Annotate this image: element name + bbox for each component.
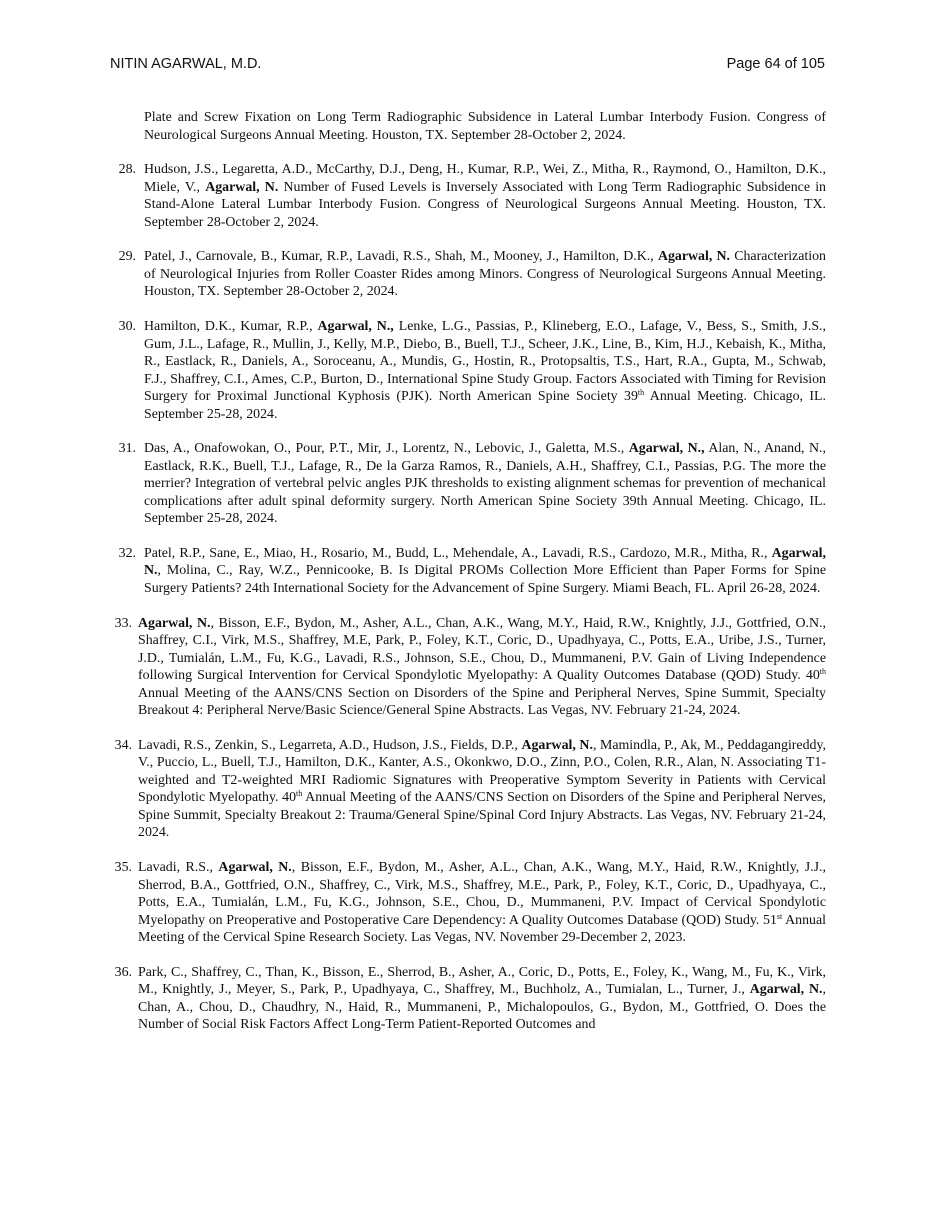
page-header bbox=[110, 56, 825, 78]
reference-number: 34. bbox=[114, 737, 132, 753]
reference-number: 28. bbox=[118, 162, 136, 178]
reference-number: 32. bbox=[118, 545, 136, 561]
reference-number: 36. bbox=[114, 964, 132, 980]
reference-item bbox=[110, 545, 826, 598]
reference-item bbox=[110, 859, 826, 947]
reference-number: 31. bbox=[118, 441, 136, 457]
author-highlight: Agarwal, N. bbox=[521, 737, 593, 753]
ordinal-suffix: th bbox=[296, 789, 303, 799]
reference-text: Patel, J., Carnovale, B., Kumar, R.P., Lavadi, R.S., Shah, M., Mooney, J., Hamilton, D.K., Agarwal, N. Characterization of Neurological Injuries from Roller Coaster Rides among Minors. Congress of Neurological Surgeons Annual Meeting. Houston, TX. September 28-October 2, 2024. bbox=[144, 249, 826, 300]
reference-text: Lavadi, R.S., Zenkin, S., Legarreta, A.D., Hudson, J.S., Fields, D.P., Agarwal, N., Mamindla, P., Ak, M., Peddagangireddy, V., Puccio, L., Buell, T.J., Hamilton, D.K., Kanter, A.S., Okonkwo, D.O., Zinn, P.O., Colen, R.R., Alan, N. Associating T1-weighted and T2-weighted MRI Radiomic Signatures with Preoperative Symptom Severity in Patients with Cervical Spondylotic Myelopathy. 40th Annual Meeting of the AANS/CNS Section on Disorders of the Spine and Peripheral Nerves, Spine Summit, Specialty Breakout 2: Trauma/General Spine/Spinal Cord Injury Abstracts. Las Vegas, NV. February 21-24, 2024. bbox=[138, 737, 826, 841]
reference-number: 29. bbox=[118, 249, 136, 265]
reference-number: 35. bbox=[114, 860, 132, 875]
author-highlight: Agarwal, N., bbox=[317, 319, 394, 335]
reference-text: Patel, R.P., Sane, E., Miao, H., Rosario, M., Budd, L., Mehendale, A., Lavadi, R.S., Cardozo, M.R., Mitha, R., Agarwal, N., Molina, C., Ray, W.Z., Pennicooke, B. Is Digital PROMs Collection More Efficient than Paper Forms for Spine Surgery Patients? 24th International Society for the Advancement of Spine Surgery. Miami Beach, FL. April 26-28, 2024. bbox=[144, 545, 826, 596]
reference-text: Park, C., Shaffrey, C., Than, K., Bisson, E., Sherrod, B., Asher, A., Coric, D., Potts, E., Foley, K., Wang, M., Fu, K., Virk, M., Knightly, J., Meyer, S., Park, P., Upadhyaya, C., Shaffrey, M., Buchholz, A., Tumialan, L., Turner, J., Agarwal, N., Chan, A., Chou, D., Chaudhry, N., Haid, R., Mummaneni, P., Michalopoulos, G., Bydon, M., Gottfried, O. Does the Number of Social Risk Factors Affect Long-Term Patient-Reported Outcomes and bbox=[138, 964, 826, 1033]
reference-text: Agarwal, N., Bisson, E.F., Bydon, M., Asher, A.L., Chan, A.K., Wang, M.Y., Haid, R.W., Knightly, J.J., Gottfried, O.N., Shaffrey, C.I., Virk, M.S., Shaffrey, M.E, Park, P., Foley, K.T., Coric, D., Upadhyaya, C., Potts, E.A., Uribe, J.S., Turner, J.D., Tumialán, L.M., Fu, K.G., Lavadi, R.S., Johnson, S.E., Chou, D., Mummaneni, P.V. Gain of Living Independence following Surgical Intervention for Cervical Spondylotic Myelopathy: A Quality Outcomes Database (QOD) Study. 40th Annual Meeting of the AANS/CNS Section on Disorders of the Spine and Peripheral Nerves, Spine Summit, Specialty Breakout 4: Peripheral Nerve/Basic Science/General Spine Abstracts. Las Vegas, NV. February 21-24, 2024. bbox=[138, 615, 826, 719]
reference-item bbox=[110, 318, 826, 423]
reference-item bbox=[110, 248, 826, 301]
reference-text: Plate and Screw Fixation on Long Term Radiographic Subsidence in Lateral Lumbar Interbody Fusion. Congress of Neurological Surgeons Annual Meeting. Houston, TX. September 28-October 2, 2024. bbox=[144, 110, 826, 143]
ordinal-suffix: st bbox=[776, 911, 783, 921]
page-number: Page 64 of 105 bbox=[726, 56, 825, 72]
reference-item bbox=[110, 964, 826, 1034]
reference-item bbox=[110, 737, 826, 842]
reference-text: Lavadi, R.S., Agarwal, N., Bisson, E.F., Bydon, M., Asher, A.L., Chan, A.K., Wang, M.Y., Haid, R.W., Knightly, J.J., Sherrod, B.A., Gottfried, O.N., Shaffrey, C., Virk, M.S., Shaffrey, M.E., Park, P., Foley, K.T., Coric, D., Upadhyaya, C., Potts, E.A., Tumialán, L.M., Fu, K.G., Johnson, S.E., Chou, D., Mummaneni, P.V. Impact of Cervical Spondylotic Myelopathy on Preoperative and Postoperative Care Dependency: A Quality Outcomes Database (QOD) Study. 51st Annual Meeting of the Cervical Spine Research Society. Las Vegas, NV. November 29-December 2, 2023. bbox=[138, 860, 826, 945]
author-highlight: Agarwal, N. bbox=[138, 615, 211, 631]
reference-item bbox=[110, 161, 826, 231]
reference-item bbox=[110, 440, 826, 528]
author-highlight: Agarwal, N. bbox=[218, 860, 292, 875]
ordinal-suffix: th bbox=[637, 388, 645, 398]
reference-item bbox=[110, 109, 826, 144]
author-highlight: Agarwal, N. bbox=[657, 249, 731, 265]
author-highlight: Agarwal, N. bbox=[144, 545, 826, 579]
ordinal-suffix: th bbox=[819, 667, 826, 677]
reference-list bbox=[110, 109, 826, 1051]
author-name: NITIN AGARWAL, M.D. bbox=[110, 56, 262, 72]
reference-text: Hudson, J.S., Legaretta, A.D., McCarthy, D.J., Deng, H., Kumar, R.P., Wei, Z., Mitha, R., Raymond, O., Hamilton, D.K., Miele, V., Agarwal, N. Number of Fused Levels is Inversely Associated with Long Term Radiographic Subsidence in Stand-Alone Lateral Lumbar Interbody Fusion. Congress of Neurological Surgeons Annual Meeting. Houston, TX. September 28-October 2, 2024. bbox=[144, 162, 826, 230]
reference-item bbox=[110, 615, 826, 720]
author-highlight: Agarwal, N. bbox=[205, 179, 279, 195]
reference-text: Hamilton, D.K., Kumar, R.P., Agarwal, N., Lenke, L.G., Passias, P., Klineberg, E.O., Lafage, V., Bess, S., Smith, J.S., Gum, J.L., Lafage, R., Mullin, J., Kelly, M.P., Diebo, B., Buell, T.J., Scheer, J.K., Line, B., Kim, H.J., Kebaish, K., Mitha, R., Eastlack, R., Daniels, A., Soroceanu, A., Mundis, G., Hostin, R., Protopsaltis, T.S., Hart, R.A., Gupta, M., Schwab, F.J., Shaffrey, C.I., Ames, C.P., Burton, D., International Spine Study Group. Factors Associated with Timing for Revision Surgery for Proximal Junctional Kyphosis (PJK). North American Spine Society 39th Annual Meeting. Chicago, IL. September 25-28, 2024. bbox=[144, 319, 826, 422]
reference-text: Das, A., Onafowokan, O., Pour, P.T., Mir, J., Lorentz, N., Lebovic, J., Galetta, M.S., Agarwal, N., Alan, N., Anand, N., Eastlack, R.K., Buell, T.J., Lafage, R., De la Garza Ramos, R., Daniels, A.H., Shaffrey, C.I., Passias, P.G. The more the merrier? Integration of vertebral pelvic angles PJK thresholds to existing alignment schemas for prevention of mechanical complications after adult spinal deformity surgery. North American Spine Society 39th Annual Meeting. Chicago, IL. September 25-28, 2024. bbox=[144, 441, 826, 527]
reference-number: 33. bbox=[114, 615, 132, 631]
author-highlight: Agarwal, N., bbox=[628, 441, 705, 457]
author-highlight: Agarwal, N. bbox=[749, 982, 823, 998]
reference-number: 30. bbox=[118, 319, 136, 335]
